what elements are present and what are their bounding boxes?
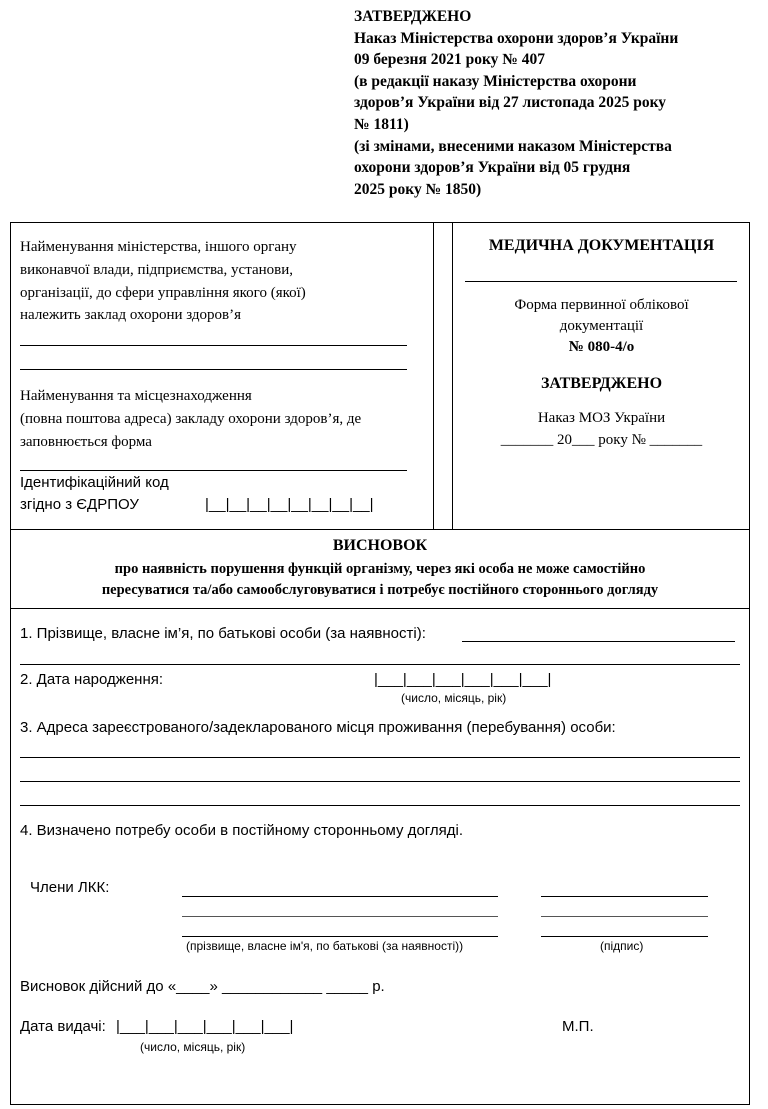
approval-line: (в редакції наказу Міністерства охорони bbox=[354, 72, 637, 90]
ministry-line: належить заклад охорони здоров’я bbox=[20, 307, 242, 324]
approved-label: ЗАТВЕРДЖЕНО bbox=[540, 375, 663, 392]
commission-signature-line[interactable] bbox=[541, 936, 708, 937]
commission-name-line[interactable] bbox=[182, 896, 498, 897]
form-type-line: Форма первинної облікової bbox=[514, 297, 689, 313]
order-label: Наказ МОЗ України bbox=[537, 410, 666, 426]
medical-doc-underline bbox=[465, 281, 737, 282]
edrpou-label: Ідентифікаційний код bbox=[20, 474, 169, 491]
address-input-line[interactable] bbox=[20, 781, 740, 782]
approval-line: № 1811) bbox=[354, 115, 409, 133]
address-input-line[interactable] bbox=[20, 757, 740, 758]
dob-hint: (число, місяць, рік) bbox=[401, 691, 507, 705]
need-label: 4. Визначено потребу особи в постійному сторонньому догляді. bbox=[20, 822, 464, 839]
document-subtitle: про наявність порушення функцій організму, через які особа не може самостійно bbox=[114, 561, 646, 577]
facility-line: заповнюється форма bbox=[20, 433, 152, 450]
approval-line: 2025 року № 1850) bbox=[354, 180, 482, 198]
approval-line: здоров’я України від 27 листопада 2025 року bbox=[354, 94, 667, 112]
approval-line: охорони здоров’я України від 05 грудня bbox=[354, 159, 631, 177]
medical-documentation-heading: МЕДИЧНА ДОКУМЕНТАЦІЯ bbox=[488, 237, 715, 254]
commission-name-hint: (прізвище, власне ім'я, по батькові (за наявності)) bbox=[186, 939, 464, 953]
facility-line: Найменування та місцезнаходження bbox=[20, 388, 252, 404]
name-label: 1. Прізвище, власне ім’я, по батькові особи (за наявності): bbox=[20, 625, 426, 642]
commission-signature-hint: (підпис) bbox=[600, 939, 644, 953]
approval-block bbox=[354, 6, 759, 200]
edrpou-label: згідно з ЄДРПОУ bbox=[20, 496, 139, 513]
ministry-line: виконавчої влади, підприємства, установи, bbox=[20, 261, 293, 278]
ministry-block bbox=[20, 236, 420, 327]
dob-boxes[interactable]: |___|___|___|___|___|___| bbox=[374, 671, 552, 688]
issue-date-label: Дата видачі: bbox=[20, 1018, 106, 1035]
edrpou-code-boxes[interactable]: |__|__|__|__|__|__|__|__| bbox=[205, 496, 374, 513]
title-bottom-border bbox=[10, 608, 750, 609]
ministry-blank-line[interactable] bbox=[20, 369, 407, 370]
name-input-line[interactable] bbox=[462, 641, 735, 642]
issue-date-boxes[interactable]: |___|___|___|___|___|___| bbox=[116, 1018, 294, 1035]
commission-label: Члени ЛКК: bbox=[30, 879, 110, 896]
address-input-line[interactable] bbox=[20, 805, 740, 806]
issue-date-hint: (число, місяць, рік) bbox=[140, 1040, 246, 1054]
commission-signature-line[interactable] bbox=[541, 896, 708, 897]
approval-line: 09 березня 2021 року № 407 bbox=[354, 51, 546, 69]
commission-name-line[interactable] bbox=[182, 916, 498, 917]
order-date-field[interactable]: _______ 20___ року № _______ bbox=[500, 432, 703, 448]
address-label: 3. Адреса зареєстрованого/задекларованого місця проживання (перебування) особи: bbox=[20, 719, 616, 736]
facility-block bbox=[20, 385, 420, 453]
stamp-placeholder: М.П. bbox=[562, 1018, 594, 1035]
document-title: ВИСНОВОК bbox=[332, 537, 428, 554]
commission-name-line[interactable] bbox=[182, 936, 498, 937]
commission-signature-line[interactable] bbox=[541, 916, 708, 917]
ministry-line: Найменування міністерства, іншого органу bbox=[20, 239, 297, 255]
facility-line: (повна поштова адреса) закладу охорони здоров’я, де bbox=[20, 410, 362, 427]
form-number: № 080-4/о bbox=[568, 339, 635, 355]
validity-field[interactable]: Висновок дійсний до «____» ____________ _____ р. bbox=[20, 978, 385, 995]
document-subtitle: пересуватися та/або самообслуговуватися і потребує постійного стороннього догляду bbox=[101, 582, 659, 598]
header-bottom-border bbox=[10, 529, 750, 530]
ministry-line: організації, до сфери управління якого (якої) bbox=[20, 284, 306, 301]
form-type-line: документації bbox=[559, 318, 644, 334]
approval-line: (зі змінами, внесеними наказом Міністерства bbox=[354, 137, 672, 155]
facility-blank-line[interactable] bbox=[20, 470, 407, 471]
approval-line: ЗАТВЕРДЖЕНО bbox=[354, 8, 472, 25]
name-input-line[interactable] bbox=[20, 664, 740, 665]
ministry-blank-line[interactable] bbox=[20, 345, 407, 346]
header-divider-left bbox=[433, 222, 434, 530]
approval-line: Наказ Міністерства охорони здоров’я України bbox=[354, 29, 679, 47]
dob-label: 2. Дата народження: bbox=[20, 671, 164, 688]
